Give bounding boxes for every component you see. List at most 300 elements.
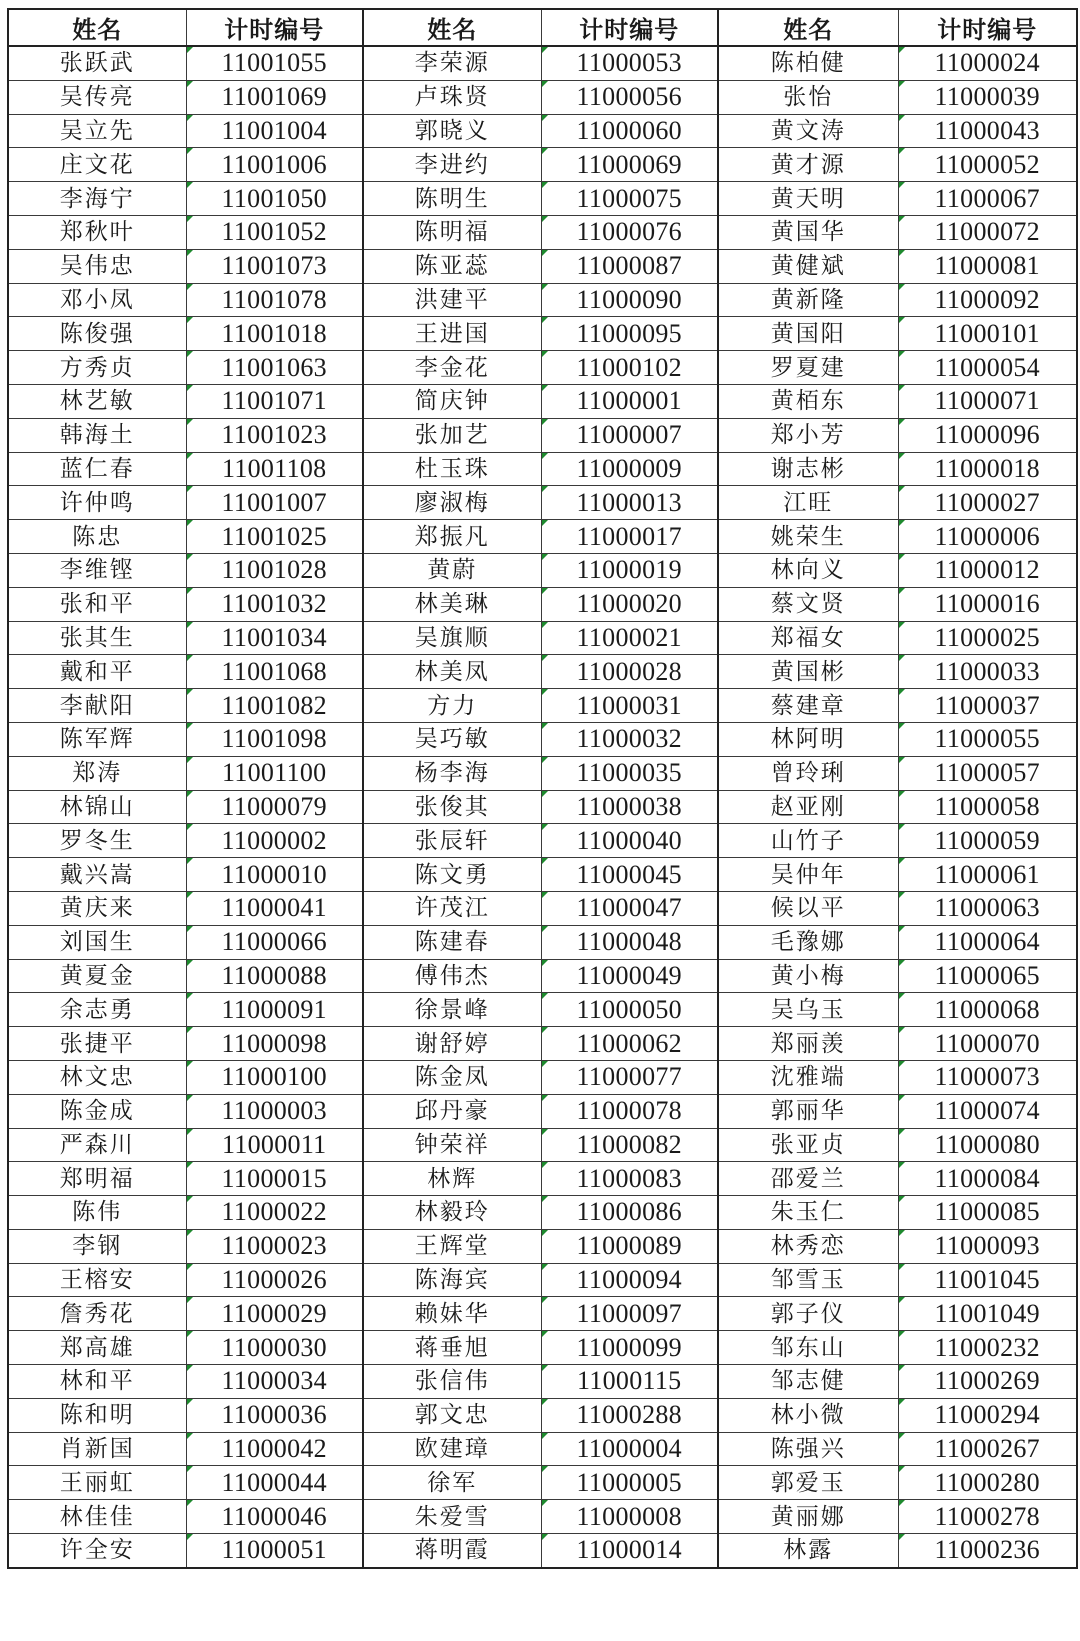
name-cell[interactable]: 郑涛 [8, 756, 186, 790]
timing-number-cell[interactable]: 11000048 [541, 925, 718, 959]
timing-number-cell[interactable]: 11000075 [541, 182, 718, 216]
timing-number-cell[interactable]: 11000017 [541, 520, 718, 554]
timing-number-cell[interactable]: 11000045 [541, 858, 718, 892]
timing-number-cell[interactable]: 11000102 [541, 351, 718, 385]
timing-number-cell[interactable]: 11001098 [186, 722, 363, 756]
table-row [8, 486, 1077, 520]
name-cell[interactable]: 詹秀花 [8, 1297, 186, 1331]
timing-number-cell[interactable]: 11001045 [898, 1263, 1077, 1297]
name-cell[interactable]: 蓝仁春 [8, 452, 186, 486]
name-cell[interactable]: 郑小芳 [718, 418, 898, 452]
name-cell[interactable]: 吴传亮 [8, 80, 186, 114]
name-cell[interactable]: 林美琳 [363, 587, 541, 621]
timing-number-cell[interactable]: 11001032 [186, 587, 363, 621]
timing-number-cell[interactable]: 11001108 [186, 452, 363, 486]
name-cell[interactable]: 王进国 [363, 317, 541, 351]
timing-number-cell[interactable]: 11000061 [898, 858, 1077, 892]
header-name-1: 姓名 [8, 9, 186, 46]
timing-number-cell[interactable]: 11001068 [186, 655, 363, 689]
timing-number-cell[interactable]: 11000064 [898, 925, 1077, 959]
timing-number-cell[interactable]: 11000026 [186, 1263, 363, 1297]
name-cell[interactable]: 候以平 [718, 891, 898, 925]
timing-number-cell[interactable]: 11000101 [898, 317, 1077, 351]
name-cell[interactable]: 黄栢东 [718, 384, 898, 418]
name-cell[interactable]: 陈金凤 [363, 1060, 541, 1094]
timing-number-cell[interactable]: 11000062 [541, 1027, 718, 1061]
timing-number-cell[interactable]: 11000077 [541, 1060, 718, 1094]
table-row [8, 824, 1077, 858]
name-cell[interactable]: 蒋明霞 [363, 1534, 541, 1568]
name-cell[interactable]: 吴仲年 [718, 858, 898, 892]
timing-number-cell[interactable]: 11000069 [541, 148, 718, 182]
name-cell[interactable]: 林美凤 [363, 655, 541, 689]
timing-number-cell[interactable]: 11001052 [186, 215, 363, 249]
timing-number-cell[interactable]: 11000278 [898, 1500, 1077, 1534]
name-cell[interactable]: 陈金成 [8, 1094, 186, 1128]
name-cell[interactable]: 林佳佳 [8, 1500, 186, 1534]
timing-number-cell[interactable]: 11000027 [898, 486, 1077, 520]
timing-number-cell[interactable]: 11000073 [898, 1060, 1077, 1094]
timing-number-cell[interactable]: 11000008 [541, 1500, 718, 1534]
timing-number-cell[interactable]: 11000081 [898, 249, 1077, 283]
timing-number-cell[interactable]: 11000015 [186, 1162, 363, 1196]
timing-number-cell[interactable]: 11000267 [898, 1432, 1077, 1466]
name-cell[interactable]: 郑高雄 [8, 1331, 186, 1365]
timing-number-cell[interactable]: 11000236 [898, 1534, 1077, 1568]
name-cell[interactable]: 吴旗顺 [363, 621, 541, 655]
name-cell[interactable]: 黄小梅 [718, 959, 898, 993]
name-cell[interactable]: 方秀贞 [8, 351, 186, 385]
name-cell[interactable]: 吴伟忠 [8, 249, 186, 283]
name-cell[interactable]: 陈和明 [8, 1398, 186, 1432]
timing-number-cell[interactable]: 11001071 [186, 384, 363, 418]
name-cell[interactable]: 黄天明 [718, 182, 898, 216]
name-cell[interactable]: 黄丽娜 [718, 1500, 898, 1534]
timing-number-cell[interactable]: 11001069 [186, 80, 363, 114]
table-row [8, 1162, 1077, 1196]
timing-number-cell[interactable]: 11000071 [898, 384, 1077, 418]
name-cell[interactable]: 张其生 [8, 621, 186, 655]
name-cell[interactable]: 李献阳 [8, 689, 186, 723]
name-cell[interactable]: 黄国华 [718, 215, 898, 249]
name-cell[interactable]: 严森川 [8, 1128, 186, 1162]
table-row [8, 317, 1077, 351]
timing-number-cell[interactable]: 11000078 [541, 1094, 718, 1128]
timing-number-cell[interactable]: 11000058 [898, 790, 1077, 824]
table-row [8, 418, 1077, 452]
name-cell[interactable]: 邵爱兰 [718, 1162, 898, 1196]
timing-number-cell[interactable]: 11000042 [186, 1432, 363, 1466]
timing-number-cell[interactable]: 11000012 [898, 553, 1077, 587]
timing-number-cell[interactable]: 11000049 [541, 959, 718, 993]
name-cell[interactable]: 徐景峰 [363, 993, 541, 1027]
timing-number-cell[interactable]: 11000024 [898, 46, 1077, 80]
timing-number-cell[interactable]: 11000087 [541, 249, 718, 283]
name-cell[interactable]: 谢舒婷 [363, 1027, 541, 1061]
name-cell[interactable]: 许仲鸣 [8, 486, 186, 520]
timing-number-cell[interactable]: 11001100 [186, 756, 363, 790]
timing-number-cell[interactable]: 11000051 [186, 1534, 363, 1568]
name-cell[interactable]: 郭爱玉 [718, 1466, 898, 1500]
name-cell[interactable]: 李维铿 [8, 553, 186, 587]
timing-number-cell[interactable]: 11000076 [541, 215, 718, 249]
name-cell[interactable]: 黄夏金 [8, 959, 186, 993]
timing-number-cell[interactable]: 11000072 [898, 215, 1077, 249]
name-cell[interactable]: 陈军辉 [8, 722, 186, 756]
name-cell[interactable]: 林辉 [363, 1162, 541, 1196]
name-cell[interactable]: 郑振凡 [363, 520, 541, 554]
timing-number-cell[interactable]: 11000018 [898, 452, 1077, 486]
timing-number-cell[interactable]: 11000115 [541, 1365, 718, 1399]
timing-number-cell[interactable]: 11000007 [541, 418, 718, 452]
timing-number-cell[interactable]: 11000082 [541, 1128, 718, 1162]
name-cell[interactable]: 曾玲琍 [718, 756, 898, 790]
timing-number-cell[interactable]: 11000019 [541, 553, 718, 587]
name-cell[interactable]: 林艺敏 [8, 384, 186, 418]
table-row [8, 114, 1077, 148]
header-row [8, 9, 1077, 46]
name-cell[interactable]: 山竹子 [718, 824, 898, 858]
name-cell[interactable]: 许全安 [8, 1534, 186, 1568]
name-cell[interactable]: 朱爱雪 [363, 1500, 541, 1534]
timing-number-cell[interactable]: 11000074 [898, 1094, 1077, 1128]
timing-number-cell[interactable]: 11000063 [898, 891, 1077, 925]
timing-number-cell[interactable]: 11000023 [186, 1229, 363, 1263]
name-cell[interactable]: 郑丽羡 [718, 1027, 898, 1061]
timing-number-cell[interactable]: 11001055 [186, 46, 363, 80]
timing-number-cell[interactable]: 11001063 [186, 351, 363, 385]
name-cell[interactable]: 林秀恋 [718, 1229, 898, 1263]
name-cell[interactable]: 李荣源 [363, 46, 541, 80]
name-cell[interactable]: 罗冬生 [8, 824, 186, 858]
timing-number-cell[interactable]: 11001082 [186, 689, 363, 723]
table-row [8, 351, 1077, 385]
timing-number-cell[interactable]: 11000028 [541, 655, 718, 689]
name-cell[interactable]: 李钢 [8, 1229, 186, 1263]
name-cell[interactable]: 简庆钟 [363, 384, 541, 418]
timing-number-cell[interactable]: 11000065 [898, 959, 1077, 993]
name-cell[interactable]: 张捷平 [8, 1027, 186, 1061]
name-cell[interactable]: 郭文忠 [363, 1398, 541, 1432]
name-cell[interactable]: 吴乌玉 [718, 993, 898, 1027]
name-cell[interactable]: 卢珠贤 [363, 80, 541, 114]
name-cell[interactable]: 吴巧敏 [363, 722, 541, 756]
timing-number-cell[interactable]: 11000288 [541, 1398, 718, 1432]
timing-number-cell[interactable]: 11001078 [186, 283, 363, 317]
timing-number-cell[interactable]: 11000025 [898, 621, 1077, 655]
timing-number-cell[interactable]: 11000070 [898, 1027, 1077, 1061]
timing-number-cell[interactable]: 11001006 [186, 148, 363, 182]
header-name-3: 姓名 [718, 9, 898, 46]
table-row [8, 790, 1077, 824]
name-cell[interactable]: 王辉堂 [363, 1229, 541, 1263]
name-cell[interactable]: 沈雅端 [718, 1060, 898, 1094]
name-cell[interactable]: 张跃武 [8, 46, 186, 80]
timing-number-cell[interactable]: 11001025 [186, 520, 363, 554]
timing-number-cell[interactable]: 11000093 [898, 1229, 1077, 1263]
timing-number-cell[interactable]: 11000032 [541, 722, 718, 756]
timing-number-cell[interactable]: 11000035 [541, 756, 718, 790]
header-name-2: 姓名 [363, 9, 541, 46]
name-cell[interactable]: 庄文花 [8, 148, 186, 182]
timing-number-cell[interactable]: 11000004 [541, 1432, 718, 1466]
name-cell[interactable]: 韩海土 [8, 418, 186, 452]
table-body [8, 46, 1077, 1568]
name-cell[interactable]: 许茂江 [363, 891, 541, 925]
name-cell[interactable]: 谢志彬 [718, 452, 898, 486]
table-row [8, 891, 1077, 925]
name-cell[interactable]: 罗夏建 [718, 351, 898, 385]
name-cell[interactable]: 陈明生 [363, 182, 541, 216]
timing-number-cell[interactable]: 11000060 [541, 114, 718, 148]
name-cell[interactable]: 陈明福 [363, 215, 541, 249]
name-cell[interactable]: 陈亚蕊 [363, 249, 541, 283]
timing-number-cell[interactable]: 11001050 [186, 182, 363, 216]
timing-number-cell[interactable]: 11000100 [186, 1060, 363, 1094]
name-cell[interactable]: 黄国彬 [718, 655, 898, 689]
name-cell[interactable]: 戴和平 [8, 655, 186, 689]
timing-number-cell[interactable]: 11000089 [541, 1229, 718, 1263]
name-cell[interactable]: 郑明福 [8, 1162, 186, 1196]
name-cell[interactable]: 郑福女 [718, 621, 898, 655]
timing-number-cell[interactable]: 11000067 [898, 182, 1077, 216]
timing-number-cell[interactable]: 11001049 [898, 1297, 1077, 1331]
timing-number-cell[interactable]: 11000040 [541, 824, 718, 858]
timing-number-cell[interactable]: 11000002 [186, 824, 363, 858]
timing-number-cell[interactable]: 11000294 [898, 1398, 1077, 1432]
name-cell[interactable]: 黄才源 [718, 148, 898, 182]
name-cell[interactable]: 邹东山 [718, 1331, 898, 1365]
name-cell[interactable]: 林阿明 [718, 722, 898, 756]
name-cell[interactable]: 江旺 [718, 486, 898, 520]
table-row [8, 722, 1077, 756]
timing-number-cell[interactable]: 11000055 [898, 722, 1077, 756]
name-cell[interactable]: 陈俊强 [8, 317, 186, 351]
timing-number-cell[interactable]: 11001018 [186, 317, 363, 351]
name-cell[interactable]: 杜玉珠 [363, 452, 541, 486]
name-cell[interactable]: 林锦山 [8, 790, 186, 824]
table-row [8, 1398, 1077, 1432]
timing-number-cell[interactable]: 11001023 [186, 418, 363, 452]
timing-number-cell[interactable]: 11000095 [541, 317, 718, 351]
name-cell[interactable]: 张亚贞 [718, 1128, 898, 1162]
timing-number-cell[interactable]: 11000046 [186, 1500, 363, 1534]
name-cell[interactable]: 王榕安 [8, 1263, 186, 1297]
timing-number-cell[interactable]: 11000088 [186, 959, 363, 993]
table-row [8, 993, 1077, 1027]
timing-number-cell[interactable]: 11000068 [898, 993, 1077, 1027]
timing-number-cell[interactable]: 11000033 [898, 655, 1077, 689]
name-cell[interactable]: 陈建春 [363, 925, 541, 959]
name-cell[interactable]: 邹志健 [718, 1365, 898, 1399]
timing-number-cell[interactable]: 11000010 [186, 858, 363, 892]
table-row [8, 182, 1077, 216]
table-row [8, 655, 1077, 689]
timing-number-cell[interactable]: 11000269 [898, 1365, 1077, 1399]
timing-number-cell[interactable]: 11000091 [186, 993, 363, 1027]
name-cell[interactable]: 黄健斌 [718, 249, 898, 283]
timing-number-cell[interactable]: 11000098 [186, 1027, 363, 1061]
name-cell[interactable]: 廖淑梅 [363, 486, 541, 520]
timing-number-cell[interactable]: 11000096 [898, 418, 1077, 452]
header-timing-number-1: 计时编号 [186, 9, 363, 46]
timing-number-cell[interactable]: 11000097 [541, 1297, 718, 1331]
name-cell[interactable]: 姚荣生 [718, 520, 898, 554]
name-cell[interactable]: 戴兴嵩 [8, 858, 186, 892]
name-cell[interactable]: 郭子仪 [718, 1297, 898, 1331]
name-cell[interactable]: 李进约 [363, 148, 541, 182]
name-cell[interactable]: 张信伟 [363, 1365, 541, 1399]
name-cell[interactable]: 林毅玲 [363, 1196, 541, 1230]
name-cell[interactable]: 陈海宾 [363, 1263, 541, 1297]
name-cell[interactable]: 陈伟 [8, 1196, 186, 1230]
name-cell[interactable]: 郭晓义 [363, 114, 541, 148]
table-row [8, 283, 1077, 317]
timing-number-cell[interactable]: 11000001 [541, 384, 718, 418]
name-cell[interactable]: 张怡 [718, 80, 898, 114]
name-cell[interactable]: 黄蔚 [363, 553, 541, 587]
name-cell[interactable]: 李海宁 [8, 182, 186, 216]
timing-number-cell[interactable]: 11000066 [186, 925, 363, 959]
table-header [8, 9, 1077, 46]
name-cell[interactable]: 邱丹豪 [363, 1094, 541, 1128]
name-cell[interactable]: 陈柏健 [718, 46, 898, 80]
timing-number-cell[interactable]: 11000084 [898, 1162, 1077, 1196]
timing-number-cell[interactable]: 11000232 [898, 1331, 1077, 1365]
name-cell[interactable]: 张辰轩 [363, 824, 541, 858]
timing-number-cell[interactable]: 11000009 [541, 452, 718, 486]
name-cell[interactable]: 洪建平 [363, 283, 541, 317]
timing-number-cell[interactable]: 11000005 [541, 1466, 718, 1500]
name-cell[interactable]: 林和平 [8, 1365, 186, 1399]
name-cell[interactable]: 林露 [718, 1534, 898, 1568]
timing-number-cell[interactable]: 11000020 [541, 587, 718, 621]
timing-number-cell[interactable]: 11000092 [898, 283, 1077, 317]
name-cell[interactable]: 杨李海 [363, 756, 541, 790]
name-cell[interactable]: 陈忠 [8, 520, 186, 554]
timing-number-cell[interactable]: 11000013 [541, 486, 718, 520]
name-cell[interactable]: 李金花 [363, 351, 541, 385]
timing-number-cell[interactable]: 11000016 [898, 587, 1077, 621]
name-cell[interactable]: 郭丽华 [718, 1094, 898, 1128]
timing-number-cell[interactable]: 11000059 [898, 824, 1077, 858]
timing-number-cell[interactable]: 11000036 [186, 1398, 363, 1432]
name-cell[interactable]: 陈强兴 [718, 1432, 898, 1466]
timing-number-cell[interactable]: 11000021 [541, 621, 718, 655]
timing-number-cell[interactable]: 11000044 [186, 1466, 363, 1500]
name-cell[interactable]: 陈文勇 [363, 858, 541, 892]
name-cell[interactable]: 蔡建章 [718, 689, 898, 723]
timing-number-cell[interactable]: 11000083 [541, 1162, 718, 1196]
timing-number-cell[interactable]: 11000029 [186, 1297, 363, 1331]
name-cell[interactable]: 毛豫娜 [718, 925, 898, 959]
name-cell[interactable]: 方力 [363, 689, 541, 723]
timing-number-cell[interactable]: 11001007 [186, 486, 363, 520]
name-cell[interactable]: 郑秋叶 [8, 215, 186, 249]
timing-number-cell[interactable]: 11000080 [898, 1128, 1077, 1162]
name-cell[interactable]: 张俊其 [363, 790, 541, 824]
timing-number-cell[interactable]: 11000034 [186, 1365, 363, 1399]
timing-number-cell[interactable]: 11000047 [541, 891, 718, 925]
timing-number-cell[interactable]: 11000030 [186, 1331, 363, 1365]
name-cell[interactable]: 刘国生 [8, 925, 186, 959]
table-row [8, 1027, 1077, 1061]
table-row [8, 689, 1077, 723]
name-cell[interactable]: 蔡文贤 [718, 587, 898, 621]
name-cell[interactable]: 蒋垂旭 [363, 1331, 541, 1365]
name-cell[interactable]: 张和平 [8, 587, 186, 621]
timing-number-cell[interactable]: 11000053 [541, 46, 718, 80]
timing-number-cell[interactable]: 11000050 [541, 993, 718, 1027]
timing-number-cell[interactable]: 11000099 [541, 1331, 718, 1365]
timing-number-cell[interactable]: 11000003 [186, 1094, 363, 1128]
name-cell[interactable]: 余志勇 [8, 993, 186, 1027]
name-cell[interactable]: 钟荣祥 [363, 1128, 541, 1162]
timing-number-cell[interactable]: 11000280 [898, 1466, 1077, 1500]
timing-number-cell[interactable]: 11000056 [541, 80, 718, 114]
table-row [8, 587, 1077, 621]
name-cell[interactable]: 肖新国 [8, 1432, 186, 1466]
name-cell[interactable]: 朱玉仁 [718, 1196, 898, 1230]
timing-number-cell[interactable]: 11000011 [186, 1128, 363, 1162]
timing-number-cell[interactable]: 11000041 [186, 891, 363, 925]
name-cell[interactable]: 邹雪玉 [718, 1263, 898, 1297]
timing-number-cell[interactable]: 11000037 [898, 689, 1077, 723]
name-cell[interactable]: 傅伟杰 [363, 959, 541, 993]
timing-number-cell[interactable]: 11000043 [898, 114, 1077, 148]
timing-number-cell[interactable]: 11000022 [186, 1196, 363, 1230]
name-cell[interactable]: 赖妹华 [363, 1297, 541, 1331]
name-cell[interactable]: 黄庆来 [8, 891, 186, 925]
table-row [8, 80, 1077, 114]
table-row [8, 553, 1077, 587]
timing-number-cell[interactable]: 11001034 [186, 621, 363, 655]
name-cell[interactable]: 林小微 [718, 1398, 898, 1432]
name-cell[interactable]: 林向义 [718, 553, 898, 587]
timing-number-cell[interactable]: 11000085 [898, 1196, 1077, 1230]
timing-number-cell[interactable]: 11000031 [541, 689, 718, 723]
name-cell[interactable]: 王丽虹 [8, 1466, 186, 1500]
name-cell[interactable]: 赵亚刚 [718, 790, 898, 824]
timing-number-cell[interactable]: 11000038 [541, 790, 718, 824]
timing-number-cell[interactable]: 11000090 [541, 283, 718, 317]
timing-number-cell[interactable]: 11000094 [541, 1263, 718, 1297]
name-cell[interactable]: 黄国阳 [718, 317, 898, 351]
table-row [8, 621, 1077, 655]
table-row [8, 858, 1077, 892]
name-cell[interactable]: 徐军 [363, 1466, 541, 1500]
timing-number-cell[interactable]: 11000079 [186, 790, 363, 824]
timing-number-cell[interactable]: 11001073 [186, 249, 363, 283]
timing-number-cell[interactable]: 11000054 [898, 351, 1077, 385]
name-cell[interactable]: 张加艺 [363, 418, 541, 452]
table-row [8, 1196, 1077, 1230]
timing-number-cell[interactable]: 11000014 [541, 1534, 718, 1568]
name-cell[interactable]: 林文忠 [8, 1060, 186, 1094]
name-cell[interactable]: 吴立先 [8, 114, 186, 148]
timing-number-cell[interactable]: 11000052 [898, 148, 1077, 182]
timing-number-cell[interactable]: 11001004 [186, 114, 363, 148]
name-cell[interactable]: 黄新隆 [718, 283, 898, 317]
name-cell[interactable]: 黄文涛 [718, 114, 898, 148]
timing-number-cell[interactable]: 11001028 [186, 553, 363, 587]
timing-number-cell[interactable]: 11000039 [898, 80, 1077, 114]
timing-number-cell[interactable]: 11000057 [898, 756, 1077, 790]
name-cell[interactable]: 邓小凤 [8, 283, 186, 317]
timing-number-cell[interactable]: 11000086 [541, 1196, 718, 1230]
name-cell[interactable]: 欧建璋 [363, 1432, 541, 1466]
timing-number-cell[interactable]: 11000006 [898, 520, 1077, 554]
